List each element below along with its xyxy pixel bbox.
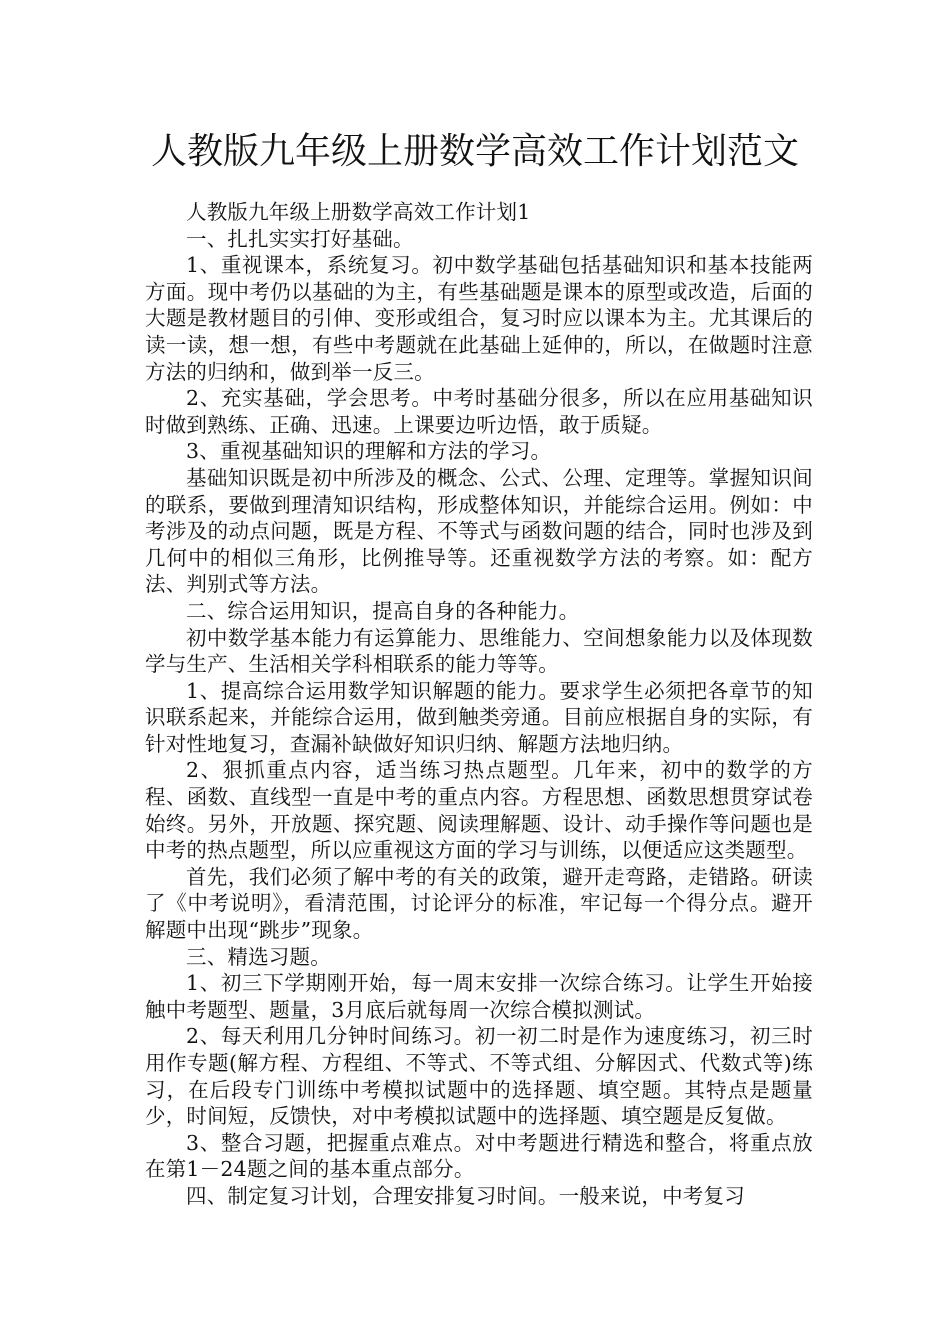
document-title: 人教版九年级上册数学高效工作计划范文 <box>150 131 799 172</box>
paragraph: 2、狠抓重点内容，适当练习热点题型。几年来，初中的数学的方程、函数、直线型一直是中考的重点内容。方程思想、函数思想贯穿试卷始终。另外，开放题、探究题、阅读理解题、设计、动手操作等问题也是中考的热点题型，所以应重视这方面的学习与训练，以便适应这类题型。 <box>145 758 813 863</box>
paragraph: 1、提高综合运用数学知识解题的能力。要求学生必须把各章节的知识联系起来，并能综合运用，做到触类旁通。目前应根据自身的实际，有针对性地复习，查漏补缺做好知识归纳、解题方法地归纳。 <box>145 678 813 756</box>
paragraph-section-1-heading: 一、扎扎实实打好基础。 <box>186 226 414 251</box>
paragraph: 首先，我们必须了解中考的有关的政策，避开走弯路，走错路。研读了《中考说明》，看清范围，讨论评分的标准，牢记每一个得分点。避开解题中出现“跳步”现象。 <box>145 864 813 943</box>
paragraph-subtitle: 人教版九年级上册数学高效工作计划1 <box>186 200 531 224</box>
paragraph: 基础知识既是初中所涉及的概念、公式、公理、定理等。掌握知识间的联系，要做到理清知识结构，形成整体知识，并能综合运用。例如：中考涉及的动点问题，既是方程、不等式与函数问题的结合，同时也涉及到几何中的相似三角形，比例推导等。还重视数学方法的考察。如：配方法、判别式等方法。 <box>145 465 813 597</box>
paragraph: 3、重视基础知识的理解和方法的学习。 <box>186 439 552 464</box>
paragraph: 1、初三下学期刚开始，每一周末安排一次综合练习。让学生开始接触中考题型、题量，3月底后就每周一次综合模拟测试。 <box>145 971 813 1022</box>
paragraph: 1、重视课本，系统复习。初中数学基础包括基础知识和基本技能两方面。现中考仍以基础的为主，有些基础题是课本的原型或改造，后面的大题是教材题目的引伸、变形或组合，复习时应以课本为主。尤其课后的读一读，想一想，有些中考题就在此基础上延伸的，所以，在做题时注意方法的归纳和，做到举一反三。 <box>145 253 813 384</box>
paragraph-section-3-heading: 三、精选习题。 <box>186 944 331 969</box>
document-body <box>145 199 813 1210</box>
paragraph: 2、充实基础，学会思考。中考时基础分很多，所以在应用基础知识时做到熟练、正确、迅速。上课要边听边悟，敢于质疑。 <box>145 386 813 437</box>
paragraph-section-4-heading: 四、制定复习计划，合理安排复习时间。一般来说，中考复习 <box>186 1183 745 1208</box>
paragraph: 3、整合习题，把握重点难点。对中考题进行精选和整合，将重点放在第1－24题之间的基本重点部分。 <box>145 1130 813 1182</box>
paragraph-section-2-heading: 二、综合运用知识，提高自身的各种能力。 <box>186 598 580 623</box>
paragraph: 2、每天利用几分钟时间练习。初一初二时是作为速度练习，初三时用作专题(解方程、方程组、不等式、不等式组、分解因式、代数式等)练习，在后段专门训练中考模拟试题中的选择题、填空题。其特点是题量少，时间短，反馈快，对中考模拟试题中的选择题、填空题是反复做。 <box>145 1024 813 1129</box>
paragraph: 初中数学基本能力有运算能力、思维能力、空间想象能力以及体现数学与生产、生活相关学科相联系的能力等等。 <box>145 625 813 677</box>
